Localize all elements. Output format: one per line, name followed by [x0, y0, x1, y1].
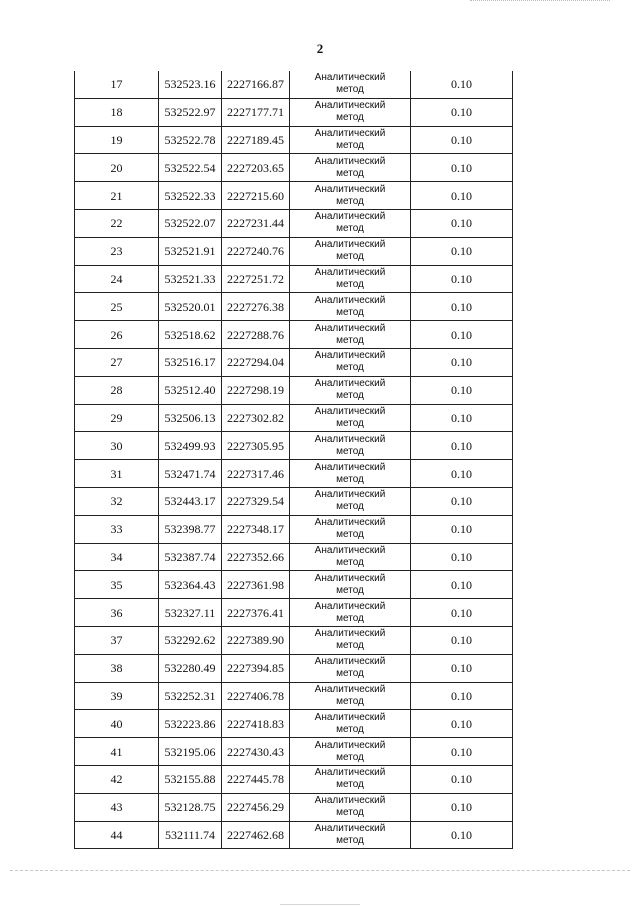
method-cell — [290, 571, 411, 599]
x-coordinate-cell: 532499.93 — [159, 432, 222, 460]
point-number-cell: 27 — [75, 348, 159, 376]
accuracy-cell: 0.10 — [411, 682, 513, 710]
method-line-2: метод — [336, 362, 364, 374]
point-number-cell: 36 — [75, 599, 159, 627]
accuracy-cell: 0.10 — [411, 348, 513, 376]
method-cell — [290, 209, 411, 237]
y-coordinate-cell: 2227462.68 — [222, 821, 290, 849]
point-number-cell: 31 — [75, 460, 159, 488]
x-coordinate-cell: 532523.16 — [159, 71, 222, 98]
y-coordinate-cell: 2227305.95 — [222, 432, 290, 460]
x-coordinate-cell: 532252.31 — [159, 682, 222, 710]
method-line-2: метод — [336, 473, 364, 485]
method-line-1: Аналитический — [314, 322, 386, 334]
y-coordinate-cell: 2227166.87 — [222, 71, 290, 98]
table-row — [75, 154, 513, 182]
y-coordinate-cell: 2227294.04 — [222, 348, 290, 376]
x-coordinate-cell: 532364.43 — [159, 571, 222, 599]
x-coordinate-cell: 532522.33 — [159, 182, 222, 210]
table-row — [75, 432, 513, 460]
y-coordinate-cell: 2227215.60 — [222, 182, 290, 210]
method-cell — [290, 237, 411, 265]
accuracy-cell: 0.10 — [411, 432, 513, 460]
table-row — [75, 515, 513, 543]
accuracy-cell: 0.10 — [411, 404, 513, 432]
point-number-cell: 26 — [75, 321, 159, 349]
point-number-cell: 38 — [75, 654, 159, 682]
table-row — [75, 71, 513, 98]
accuracy-cell: 0.10 — [411, 793, 513, 821]
accuracy-cell: 0.10 — [411, 571, 513, 599]
accuracy-cell: 0.10 — [411, 209, 513, 237]
y-coordinate-cell: 2227352.66 — [222, 543, 290, 571]
method-cell — [290, 543, 411, 571]
x-coordinate-cell: 532506.13 — [159, 404, 222, 432]
method-line-1: Аналитический — [314, 433, 386, 445]
method-line-2: метод — [336, 640, 364, 652]
table-row — [75, 265, 513, 293]
method-line-2: метод — [336, 251, 364, 263]
point-number-cell: 42 — [75, 765, 159, 793]
method-line-1: Аналитический — [314, 378, 386, 390]
accuracy-cell: 0.10 — [411, 515, 513, 543]
method-line-2: метод — [336, 223, 364, 235]
point-number-cell: 37 — [75, 626, 159, 654]
accuracy-cell: 0.10 — [411, 738, 513, 766]
method-line-1: Аналитический — [314, 72, 386, 84]
table-row — [75, 682, 513, 710]
x-coordinate-cell: 532522.54 — [159, 154, 222, 182]
y-coordinate-cell: 2227329.54 — [222, 487, 290, 515]
method-line-2: метод — [336, 167, 364, 179]
x-coordinate-cell: 532521.33 — [159, 265, 222, 293]
accuracy-cell: 0.10 — [411, 154, 513, 182]
x-coordinate-cell: 532516.17 — [159, 348, 222, 376]
table-row — [75, 460, 513, 488]
method-cell — [290, 98, 411, 126]
method-line-2: метод — [336, 501, 364, 513]
method-line-1: Аналитический — [314, 767, 386, 779]
y-coordinate-cell: 2227361.98 — [222, 571, 290, 599]
method-line-1: Аналитический — [314, 795, 386, 807]
method-line-1: Аналитический — [314, 100, 386, 112]
point-number-cell: 18 — [75, 98, 159, 126]
point-number-cell: 20 — [75, 154, 159, 182]
x-coordinate-cell: 532387.74 — [159, 543, 222, 571]
table-row — [75, 293, 513, 321]
method-line-2: метод — [336, 278, 364, 290]
method-line-1: Аналитический — [314, 294, 386, 306]
method-cell — [290, 321, 411, 349]
point-number-cell: 41 — [75, 738, 159, 766]
point-number-cell: 43 — [75, 793, 159, 821]
x-coordinate-cell: 532155.88 — [159, 765, 222, 793]
method-line-2: метод — [336, 668, 364, 680]
point-number-cell: 22 — [75, 209, 159, 237]
table-row — [75, 237, 513, 265]
method-line-2: метод — [336, 417, 364, 429]
y-coordinate-cell: 2227418.83 — [222, 710, 290, 738]
table-row — [75, 321, 513, 349]
table-row — [75, 376, 513, 404]
method-line-2: метод — [336, 751, 364, 763]
method-cell — [290, 71, 411, 98]
method-line-1: Аналитический — [314, 544, 386, 556]
table-row — [75, 487, 513, 515]
method-cell — [290, 348, 411, 376]
accuracy-cell: 0.10 — [411, 626, 513, 654]
method-line-1: Аналитический — [314, 155, 386, 167]
table-row — [75, 209, 513, 237]
y-coordinate-cell: 2227406.78 — [222, 682, 290, 710]
method-line-1: Аналитический — [314, 711, 386, 723]
x-coordinate-cell: 532471.74 — [159, 460, 222, 488]
method-cell — [290, 404, 411, 432]
x-coordinate-cell: 532512.40 — [159, 376, 222, 404]
x-coordinate-cell: 532223.86 — [159, 710, 222, 738]
point-number-cell: 24 — [75, 265, 159, 293]
y-coordinate-cell: 2227389.90 — [222, 626, 290, 654]
y-coordinate-cell: 2227376.41 — [222, 599, 290, 627]
table-row — [75, 543, 513, 571]
table-row — [75, 738, 513, 766]
accuracy-cell: 0.10 — [411, 543, 513, 571]
y-coordinate-cell: 2227240.76 — [222, 237, 290, 265]
point-number-cell: 32 — [75, 487, 159, 515]
y-coordinate-cell: 2227298.19 — [222, 376, 290, 404]
point-number-cell: 30 — [75, 432, 159, 460]
method-line-1: Аналитический — [314, 239, 386, 251]
x-coordinate-cell: 532111.74 — [159, 821, 222, 849]
method-cell — [290, 265, 411, 293]
y-coordinate-cell: 2227348.17 — [222, 515, 290, 543]
method-line-1: Аналитический — [314, 350, 386, 362]
method-line-2: метод — [336, 112, 364, 124]
method-cell — [290, 376, 411, 404]
method-line-2: метод — [336, 556, 364, 568]
x-coordinate-cell: 532280.49 — [159, 654, 222, 682]
method-line-2: метод — [336, 529, 364, 541]
point-number-cell: 39 — [75, 682, 159, 710]
method-line-1: Аналитический — [314, 656, 386, 668]
y-coordinate-cell: 2227276.38 — [222, 293, 290, 321]
accuracy-cell: 0.10 — [411, 460, 513, 488]
coordinates-table — [74, 71, 513, 849]
point-number-cell: 40 — [75, 710, 159, 738]
accuracy-cell: 0.10 — [411, 126, 513, 154]
method-cell — [290, 599, 411, 627]
coordinates-table-body — [75, 71, 513, 849]
table-row — [75, 404, 513, 432]
y-coordinate-cell: 2227177.71 — [222, 98, 290, 126]
accuracy-cell: 0.10 — [411, 182, 513, 210]
y-coordinate-cell: 2227302.82 — [222, 404, 290, 432]
method-line-1: Аналитический — [314, 683, 386, 695]
x-coordinate-cell: 532522.07 — [159, 209, 222, 237]
y-coordinate-cell: 2227317.46 — [222, 460, 290, 488]
method-cell — [290, 515, 411, 543]
accuracy-cell: 0.10 — [411, 265, 513, 293]
method-cell — [290, 710, 411, 738]
point-number-cell: 44 — [75, 821, 159, 849]
accuracy-cell: 0.10 — [411, 71, 513, 98]
x-coordinate-cell: 532292.62 — [159, 626, 222, 654]
method-line-2: метод — [336, 612, 364, 624]
accuracy-cell: 0.10 — [411, 293, 513, 321]
table-row — [75, 126, 513, 154]
method-line-1: Аналитический — [314, 405, 386, 417]
method-line-1: Аналитический — [314, 211, 386, 223]
table-row — [75, 821, 513, 849]
table-row — [75, 654, 513, 682]
table-row — [75, 98, 513, 126]
y-coordinate-cell: 2227189.45 — [222, 126, 290, 154]
x-coordinate-cell: 532522.78 — [159, 126, 222, 154]
method-cell — [290, 654, 411, 682]
y-coordinate-cell: 2227231.44 — [222, 209, 290, 237]
method-line-1: Аналитический — [314, 489, 386, 501]
method-cell — [290, 432, 411, 460]
method-line-2: метод — [336, 723, 364, 735]
method-cell — [290, 821, 411, 849]
method-line-2: метод — [336, 695, 364, 707]
x-coordinate-cell: 532443.17 — [159, 487, 222, 515]
x-coordinate-cell: 532128.75 — [159, 793, 222, 821]
x-coordinate-cell: 532522.97 — [159, 98, 222, 126]
method-cell — [290, 626, 411, 654]
method-cell — [290, 682, 411, 710]
point-number-cell: 25 — [75, 293, 159, 321]
method-cell — [290, 154, 411, 182]
x-coordinate-cell: 532398.77 — [159, 515, 222, 543]
x-coordinate-cell: 532520.01 — [159, 293, 222, 321]
point-number-cell: 17 — [75, 71, 159, 98]
method-line-1: Аналитический — [314, 266, 386, 278]
table-row — [75, 571, 513, 599]
accuracy-cell: 0.10 — [411, 710, 513, 738]
point-number-cell: 28 — [75, 376, 159, 404]
page-number: 2 — [316, 41, 324, 56]
method-cell — [290, 765, 411, 793]
method-line-2: метод — [336, 139, 364, 151]
method-cell — [290, 293, 411, 321]
accuracy-cell: 0.10 — [411, 487, 513, 515]
accuracy-cell: 0.10 — [411, 237, 513, 265]
table-row — [75, 626, 513, 654]
method-line-2: метод — [336, 306, 364, 318]
method-line-1: Аналитический — [314, 517, 386, 529]
method-line-2: метод — [336, 779, 364, 791]
point-number-cell: 35 — [75, 571, 159, 599]
y-coordinate-cell: 2227251.72 — [222, 265, 290, 293]
scan-artifact-top — [470, 0, 610, 2]
accuracy-cell: 0.10 — [411, 98, 513, 126]
x-coordinate-cell: 532195.06 — [159, 738, 222, 766]
point-number-cell: 23 — [75, 237, 159, 265]
accuracy-cell: 0.10 — [411, 321, 513, 349]
y-coordinate-cell: 2227394.85 — [222, 654, 290, 682]
method-line-1: Аналитический — [314, 461, 386, 473]
x-coordinate-cell: 532327.11 — [159, 599, 222, 627]
point-number-cell: 29 — [75, 404, 159, 432]
method-line-2: метод — [336, 195, 364, 207]
method-cell — [290, 487, 411, 515]
method-cell — [290, 793, 411, 821]
method-line-1: Аналитический — [314, 628, 386, 640]
y-coordinate-cell: 2227430.43 — [222, 738, 290, 766]
method-line-1: Аналитический — [314, 572, 386, 584]
method-cell — [290, 182, 411, 210]
table-row — [75, 182, 513, 210]
point-number-cell: 33 — [75, 515, 159, 543]
method-line-1: Аналитический — [314, 600, 386, 612]
method-cell — [290, 460, 411, 488]
accuracy-cell: 0.10 — [411, 376, 513, 404]
table-row — [75, 599, 513, 627]
method-line-2: метод — [336, 84, 364, 96]
method-line-2: метод — [336, 390, 364, 402]
table-row — [75, 793, 513, 821]
table-row — [75, 348, 513, 376]
y-coordinate-cell: 2227445.78 — [222, 765, 290, 793]
accuracy-cell: 0.10 — [411, 599, 513, 627]
point-number-cell: 21 — [75, 182, 159, 210]
method-line-1: Аналитический — [314, 183, 386, 195]
y-coordinate-cell: 2227203.65 — [222, 154, 290, 182]
method-line-2: метод — [336, 834, 364, 846]
scan-artifact-bottom — [10, 870, 630, 872]
method-line-1: Аналитический — [314, 822, 386, 834]
y-coordinate-cell: 2227456.29 — [222, 793, 290, 821]
method-cell — [290, 126, 411, 154]
table-row — [75, 710, 513, 738]
x-coordinate-cell: 532521.91 — [159, 237, 222, 265]
method-line-2: метод — [336, 334, 364, 346]
method-line-1: Аналитический — [314, 739, 386, 751]
method-line-2: метод — [336, 445, 364, 457]
accuracy-cell: 0.10 — [411, 654, 513, 682]
point-number-cell: 34 — [75, 543, 159, 571]
method-line-1: Аналитический — [314, 127, 386, 139]
accuracy-cell: 0.10 — [411, 821, 513, 849]
point-number-cell: 19 — [75, 126, 159, 154]
x-coordinate-cell: 532518.62 — [159, 321, 222, 349]
method-line-2: метод — [336, 807, 364, 819]
accuracy-cell: 0.10 — [411, 765, 513, 793]
method-cell — [290, 738, 411, 766]
table-row — [75, 765, 513, 793]
y-coordinate-cell: 2227288.76 — [222, 321, 290, 349]
method-line-2: метод — [336, 584, 364, 596]
